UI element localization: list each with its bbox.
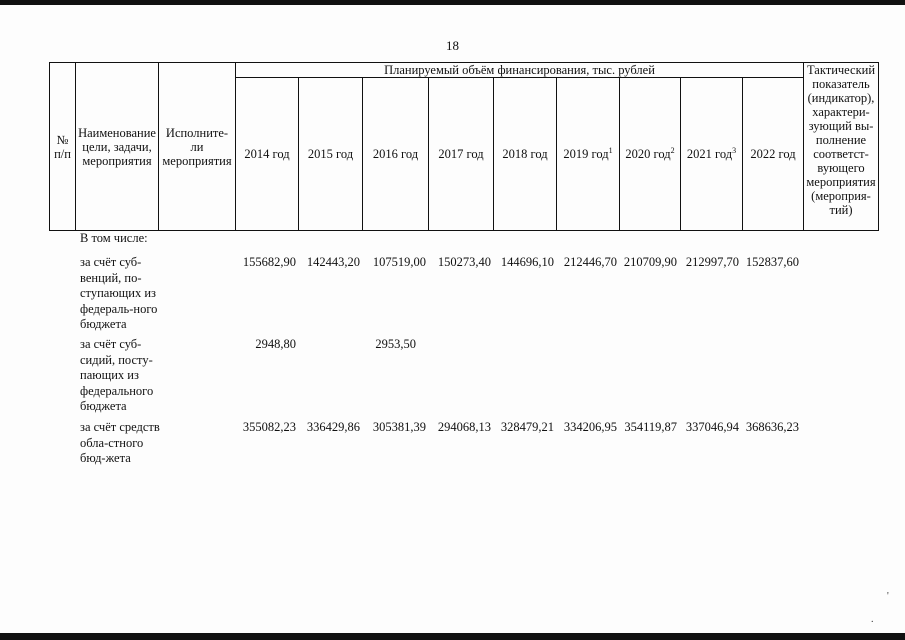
year-label: 2019 год (563, 147, 609, 161)
year-label: 2018 год (502, 147, 548, 161)
row-label-regional-budget: за счёт средств обла-стного бюд-жета (80, 420, 160, 465)
header-year (363, 78, 429, 231)
footnote-marker: 1 (608, 145, 613, 155)
cell-value: 337046,94 (685, 420, 739, 434)
page-top-border (0, 0, 905, 5)
header-plan-title: Планируемый объём финансирования, тыс. рублей (236, 63, 804, 78)
header-year (429, 78, 494, 231)
cell-value: 212446,70 (563, 255, 617, 269)
year-label: 2020 год (625, 147, 671, 161)
cell-value: 334206,95 (563, 420, 617, 434)
footnote-marker: 2 (670, 145, 675, 155)
cell-value: 144696,10 (500, 255, 554, 269)
year-label: 2021 год (686, 147, 733, 161)
scan-speck: ' (887, 591, 889, 602)
header-year (494, 78, 557, 231)
including-label: В том числе: (80, 231, 148, 245)
cell-value: 2953,50 (375, 337, 416, 351)
year-label: 2017 год (438, 147, 484, 161)
cell-value: 152837,60 (745, 255, 799, 269)
header-year (620, 78, 681, 231)
cell-value: 294068,13 (437, 420, 491, 434)
cell-value: 2948,80 (255, 337, 296, 351)
funding-table-header (49, 62, 879, 231)
row-label-subventions: за счёт суб-венций, по-ступающих из федераль-ного бюджета (80, 255, 158, 331)
header-year (743, 78, 804, 231)
header-year (236, 78, 299, 231)
year-label: 2022 год (750, 147, 796, 161)
scan-speck: . (871, 614, 874, 625)
cell-value: 368636,23 (745, 420, 799, 434)
year-label: 2014 год (244, 147, 290, 161)
cell-value: 150273,40 (437, 255, 491, 269)
header-year (299, 78, 363, 231)
footnote-marker: 3 (732, 145, 737, 155)
cell-value: 155682,90 (242, 255, 296, 269)
header-year (681, 78, 743, 231)
cell-value: 212997,70 (685, 255, 739, 269)
year-label: 2016 год (372, 147, 419, 161)
header-year (557, 78, 620, 231)
cell-value: 328479,21 (500, 420, 554, 434)
page-number: 18 (446, 38, 459, 53)
cell-value: 336429,86 (306, 420, 360, 434)
cell-value: 107519,00 (372, 255, 426, 269)
year-label: 2015 год (307, 147, 354, 161)
cell-value: 355082,23 (242, 420, 296, 434)
cell-value: 210709,90 (623, 255, 677, 269)
header-executor: Исполните-ли мероприятия (159, 63, 236, 231)
header-num: № п/п (50, 63, 76, 231)
cell-value: 142443,20 (306, 255, 360, 269)
page-bottom-border (0, 633, 905, 640)
header-name: Наименование цели, задачи, мероприятия (76, 63, 159, 231)
header-tactical-indicator: Тактический показатель (индикатор), характери-зующий вы-полнение соответст-вующего мероприятия (мероприя-тий) (804, 63, 879, 231)
cell-value: 305381,39 (372, 420, 426, 434)
row-label-subsidies: за счёт суб-сидий, посту-пающих из федерального бюджета (80, 337, 154, 413)
cell-value: 354119,87 (624, 420, 677, 434)
